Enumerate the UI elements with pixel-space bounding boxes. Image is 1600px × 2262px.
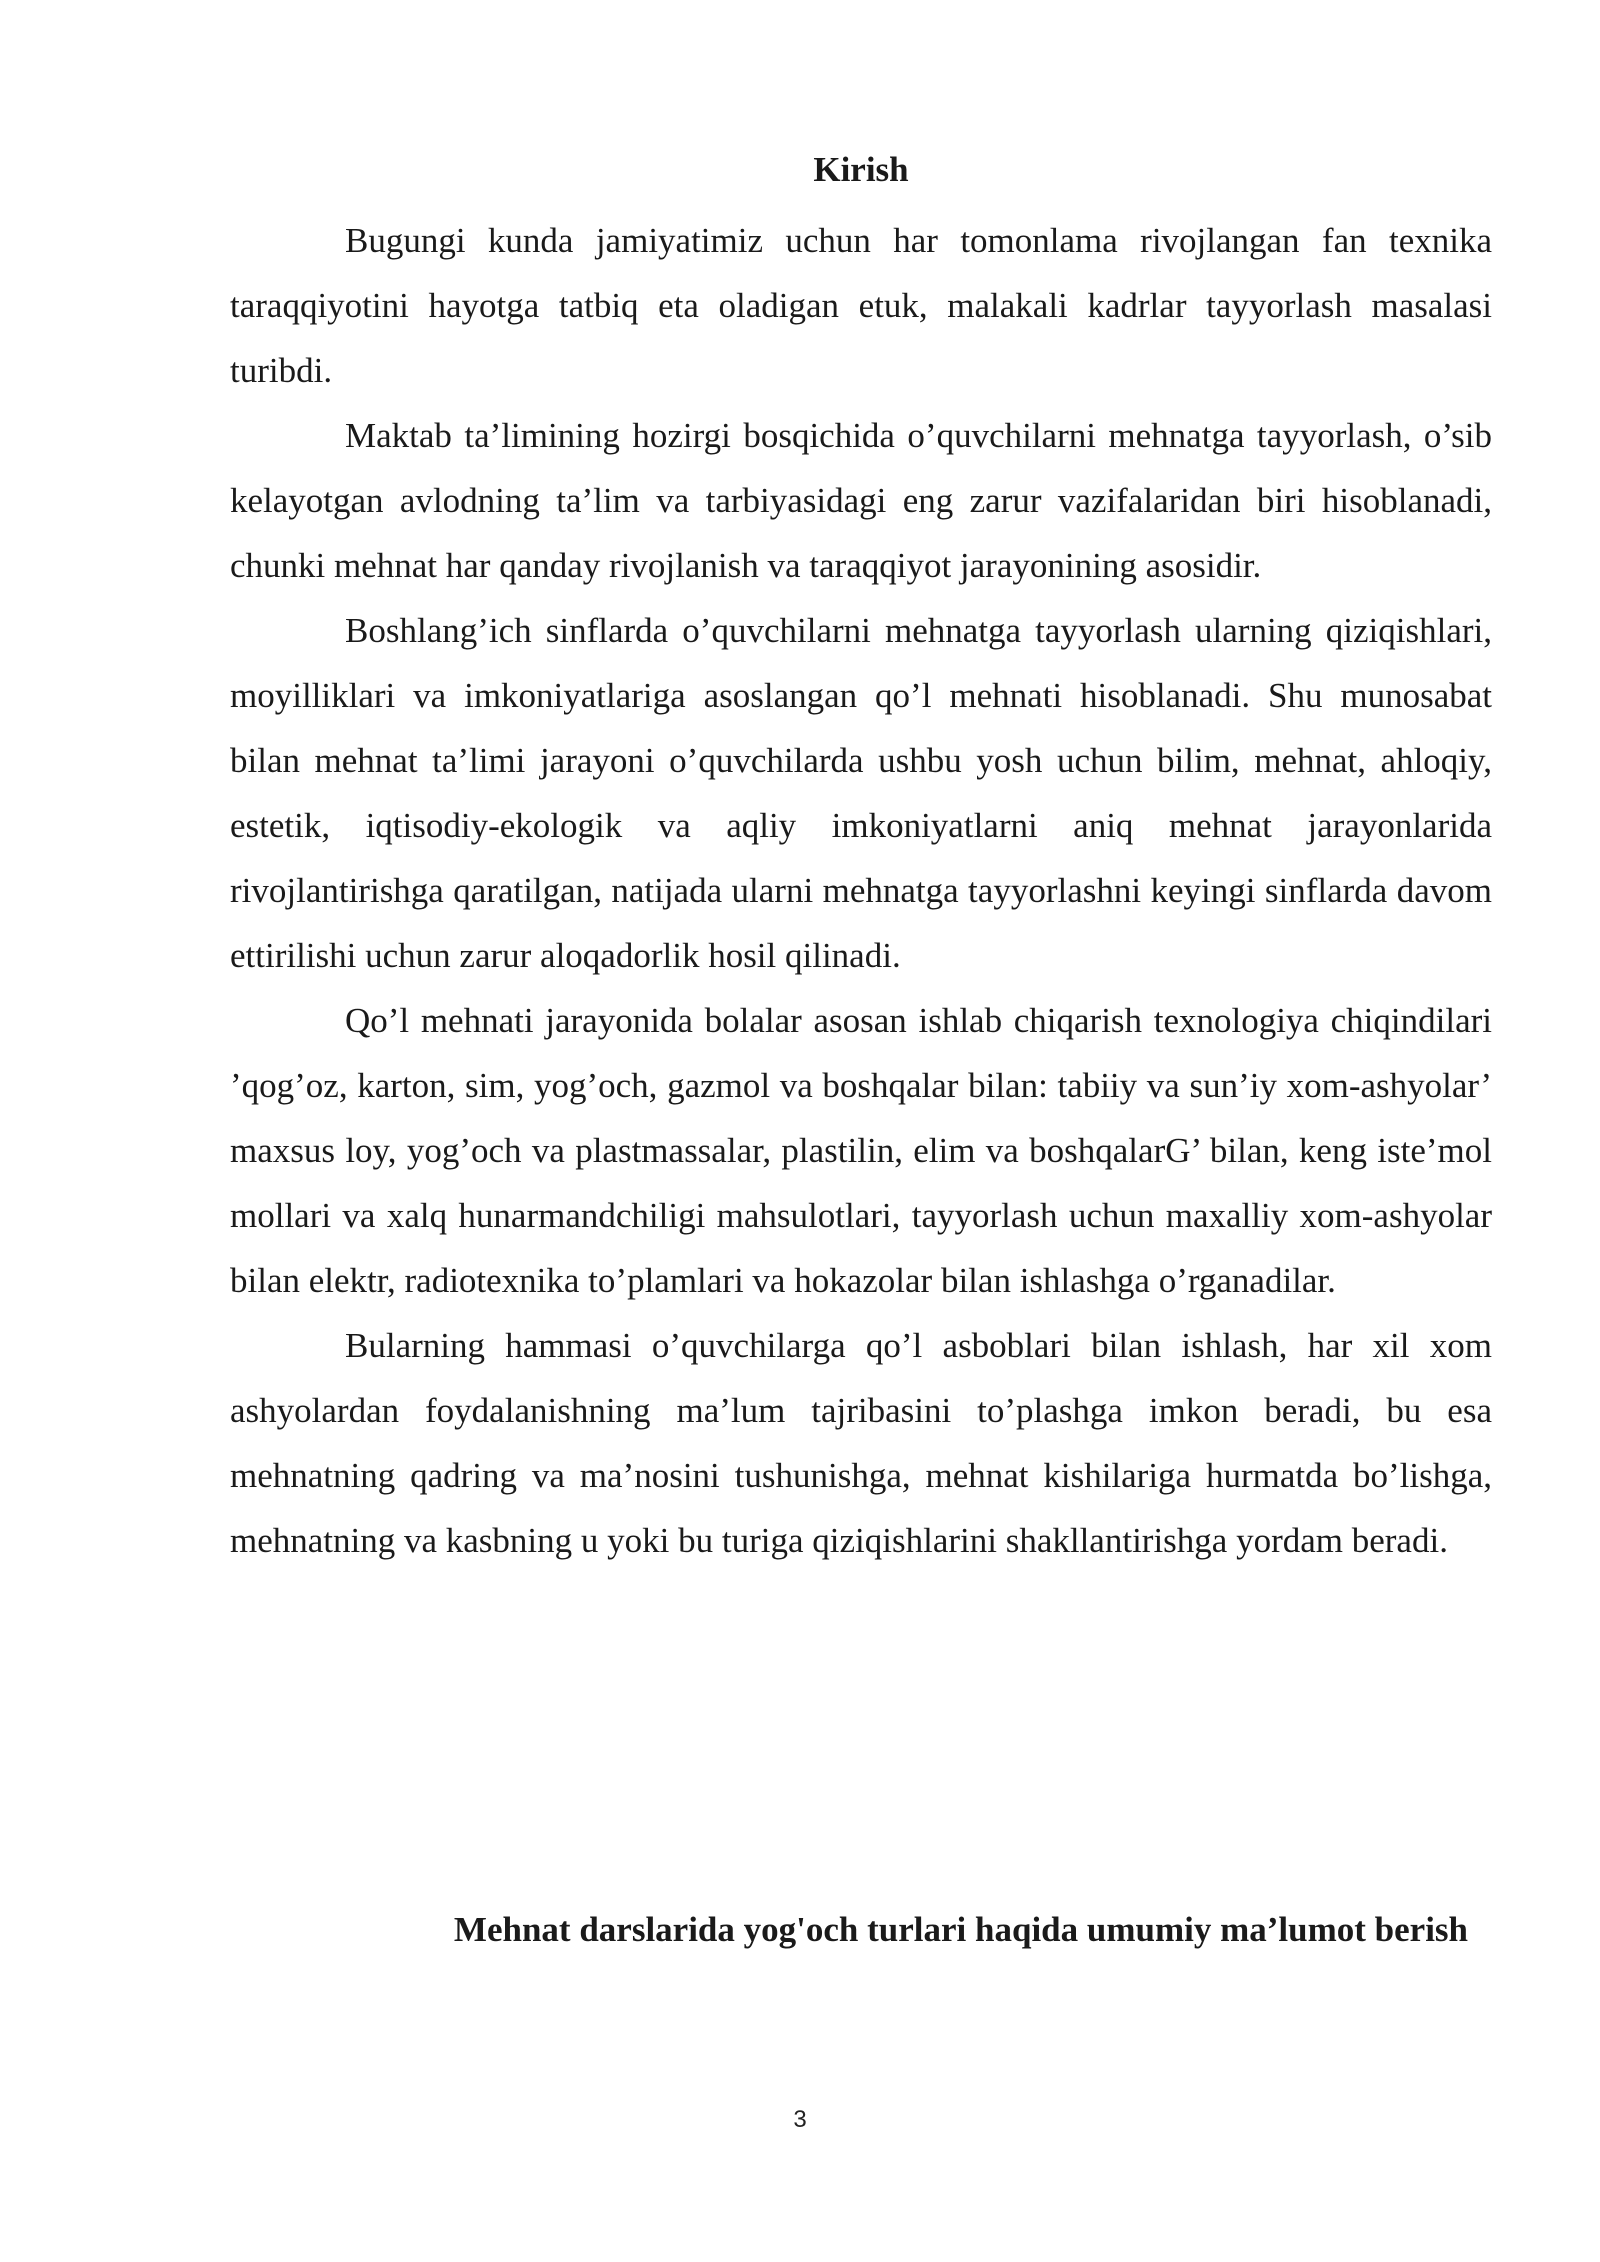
- section-heading: Mehnat darslarida yog'och turlari haqida umumiy ma’lumot berish: [453, 1910, 1468, 1949]
- paragraph-5: Bularning hammasi o’quvchilarga qo’l asboblari bilan ishlash, har xil xom ashyolardan foydalanishning ma’lum tajribasini to’plashga imkon beradi, bu esa mehnatning qadring va ma’nosini tushunishga, mehnat kishilariga hurmatda bo’lishga, mehnatning va kasbning u yoki bu turiga qiziqishlarini shakllantirishga yordam beradi.: [230, 1326, 1492, 1560]
- body-text: [230, 208, 1492, 1573]
- paragraph-4: Qo’l mehnati jarayonida bolalar asosan ishlab chiqarish texnologiya chiqindilari ’qog’oz, karton, sim, yog’och, gazmol va boshqalar bilan: tabiiy va sun’iy xom-ashyolar’ maxsus loy, yog’och va plastmassalar, plastilin, elim va boshqalarG’ bilan, keng iste’mol mollari va xalq hunarmandchiligi mahsulotlari, tayyorlash uchun maxalliy xom-ashyolar bilan elektr, radiotexnika to’plamlari va hokazolar bilan ishlashga o’rganadilar.: [230, 1001, 1492, 1300]
- paragraph-2: Maktab ta’limining hozirgi bosqichida o’quvchilarni mehnatga tayyorlash, o’sib kelayotgan avlodning ta’lim va tarbiyasidagi eng zarur vazifalaridan biri hisoblanadi, chunki mehnat har qanday rivojlanish va taraqqiyot jarayonining asosidir.: [230, 416, 1492, 585]
- paragraph-1: Bugungi kunda jamiyatimiz uchun har tomonlama rivojlangan fan texnika taraqqiyotini hayotga tatbiq eta oladigan etuk, malakali kadrlar tayyorlash masalasi turibdi.: [230, 221, 1492, 390]
- paragraph-3: Boshlang’ich sinflarda o’quvchilarni mehnatga tayyorlash ularning qiziqishlari, moyilliklari va imkoniyatlariga asoslangan qo’l mehnati hisoblanadi. Shu munosabat bilan mehnat ta’limi jarayoni o’quvchilarda ushbu yosh uchun bilim, mehnat, ahloqiy, estetik, iqtisodiy-ekologik va aqliy imkoniyatlarni aniq mehnat jarayonlarida rivojlantirishga qaratilgan, natijada ularni mehnatga tayyorlashni keyingi sinflarda davom ettirilishi uchun zarur aloqadorlik hosil qilinadi.: [230, 611, 1492, 975]
- intro-heading: Kirish: [813, 150, 909, 189]
- page-number: 3: [793, 2106, 807, 2133]
